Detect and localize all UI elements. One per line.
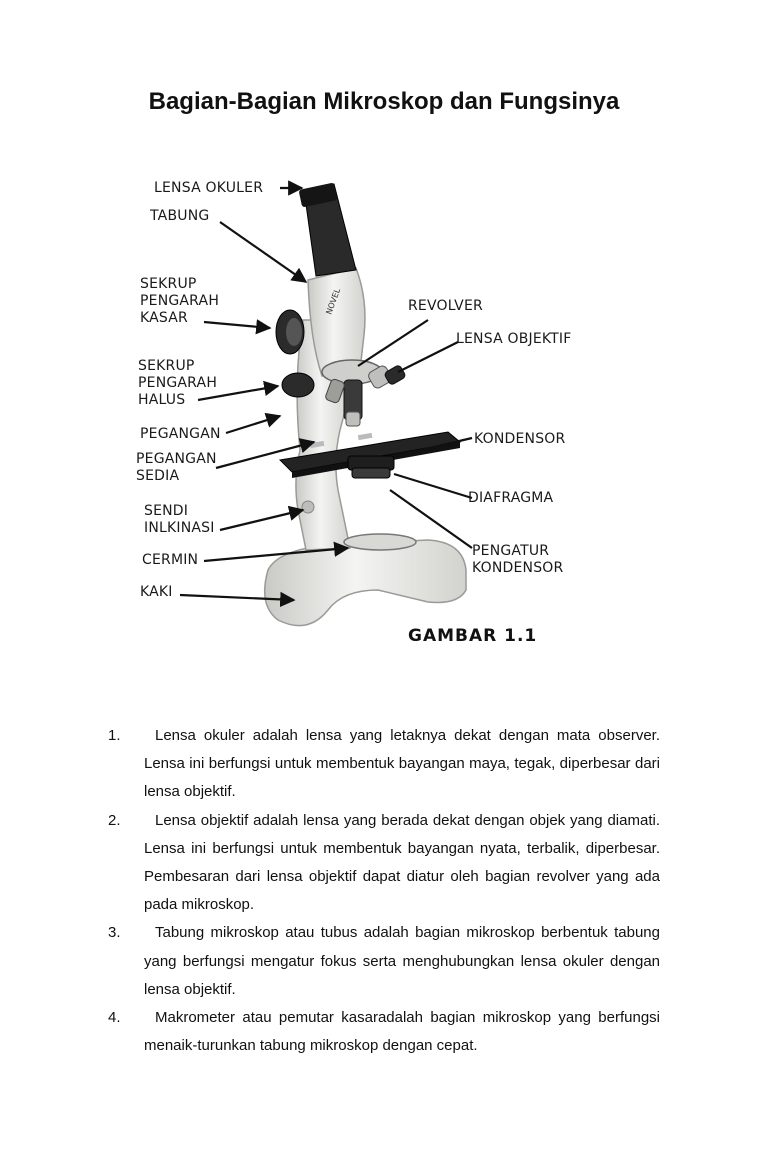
list-item-number: 1. [108, 727, 121, 744]
label-line: SEKRUP [138, 358, 195, 374]
microscope-figure [128, 150, 628, 660]
list-item-number: 3. [108, 924, 121, 942]
label-pegangan-sedia [136, 451, 217, 485]
figure-caption: GAMBAR 1.1 [408, 626, 538, 646]
label-revolver: REVOLVER [408, 298, 483, 314]
list-item-text: Tabung mikroskop atau tubus adalah bagian mikroskop berbentuk tabung yang berfungsi mengatur fokus serta menghubungkan lensa okuler dengan lensa objektif. [144, 924, 660, 998]
label-lensa-objektif: LENSA OBJEKTIF [456, 331, 572, 347]
list-item [108, 722, 660, 807]
label-kondensor: KONDENSOR [474, 431, 566, 447]
label-line: SEKRUP [140, 276, 197, 292]
arrow-lensa-objektif [398, 342, 458, 372]
list-item-number: 2. [108, 811, 121, 829]
label-sendi [144, 503, 215, 537]
list-item-text: Lensa okuler adalah lensa yang letaknya dekat dengan mata observer. Lensa ini berfungsi untuk membentuk bayangan maya, tegak, diperbesar dari lensa objektif. [144, 727, 660, 801]
label-line: PEGANGAN [136, 451, 217, 467]
label-pegangan: PEGANGAN [140, 426, 221, 442]
list-item-text: Makrometer atau pemutar kasaradalah bagian mikroskop yang berfungsi menaik-turunkan tabung mikroskop dengan cepat. [144, 1009, 660, 1055]
label-sekrup-kasar [140, 276, 219, 327]
arrow-tabung [220, 222, 306, 282]
label-line: SEDIA [136, 468, 180, 484]
label-tabung: TABUNG [150, 208, 210, 224]
label-line: KONDENSOR [472, 560, 564, 576]
list-item [108, 919, 660, 1004]
label-lensa-okuler: LENSA OKULER [154, 180, 264, 196]
arrow-revolver [358, 320, 428, 366]
label-line: SENDI [144, 503, 189, 519]
label-line: PENGARAH [138, 375, 218, 391]
arrow-pegangan [226, 416, 280, 433]
list-item-text: Lensa objektif adalah lensa yang berada dekat dengan objek yang diamati. Lensa ini berfungsi untuk membentuk bayangan nyata, terbalik, diperbesar. Pembesaran dari lensa objektif dapat diatur oleh bagian revolver yang ada pada mikroskop. [144, 811, 660, 914]
label-line: INLKINASI [144, 520, 215, 536]
label-line: PENGATUR [472, 543, 550, 559]
label-line: PENGARAH [140, 293, 220, 309]
label-kaki: KAKI [140, 584, 173, 600]
label-sekrup-halus [138, 358, 217, 409]
list-item-number: 4. [108, 1009, 121, 1027]
label-line: HALUS [138, 392, 186, 408]
label-line: KASAR [140, 310, 188, 326]
label-cermin: CERMIN [142, 552, 199, 568]
label-pengatur-kondensor [472, 543, 563, 577]
description-list [108, 722, 660, 1060]
page-title: Bagian-Bagian Mikroskop dan Fungsinya [148, 88, 620, 115]
arrow-sendi [220, 510, 303, 530]
label-diafragma: DIAFRAGMA [468, 490, 554, 506]
list-item [108, 1004, 660, 1060]
list-item [108, 807, 660, 920]
arrow-diafragma [394, 474, 472, 498]
svg-text:NOVEL: NOVEL [324, 287, 343, 316]
